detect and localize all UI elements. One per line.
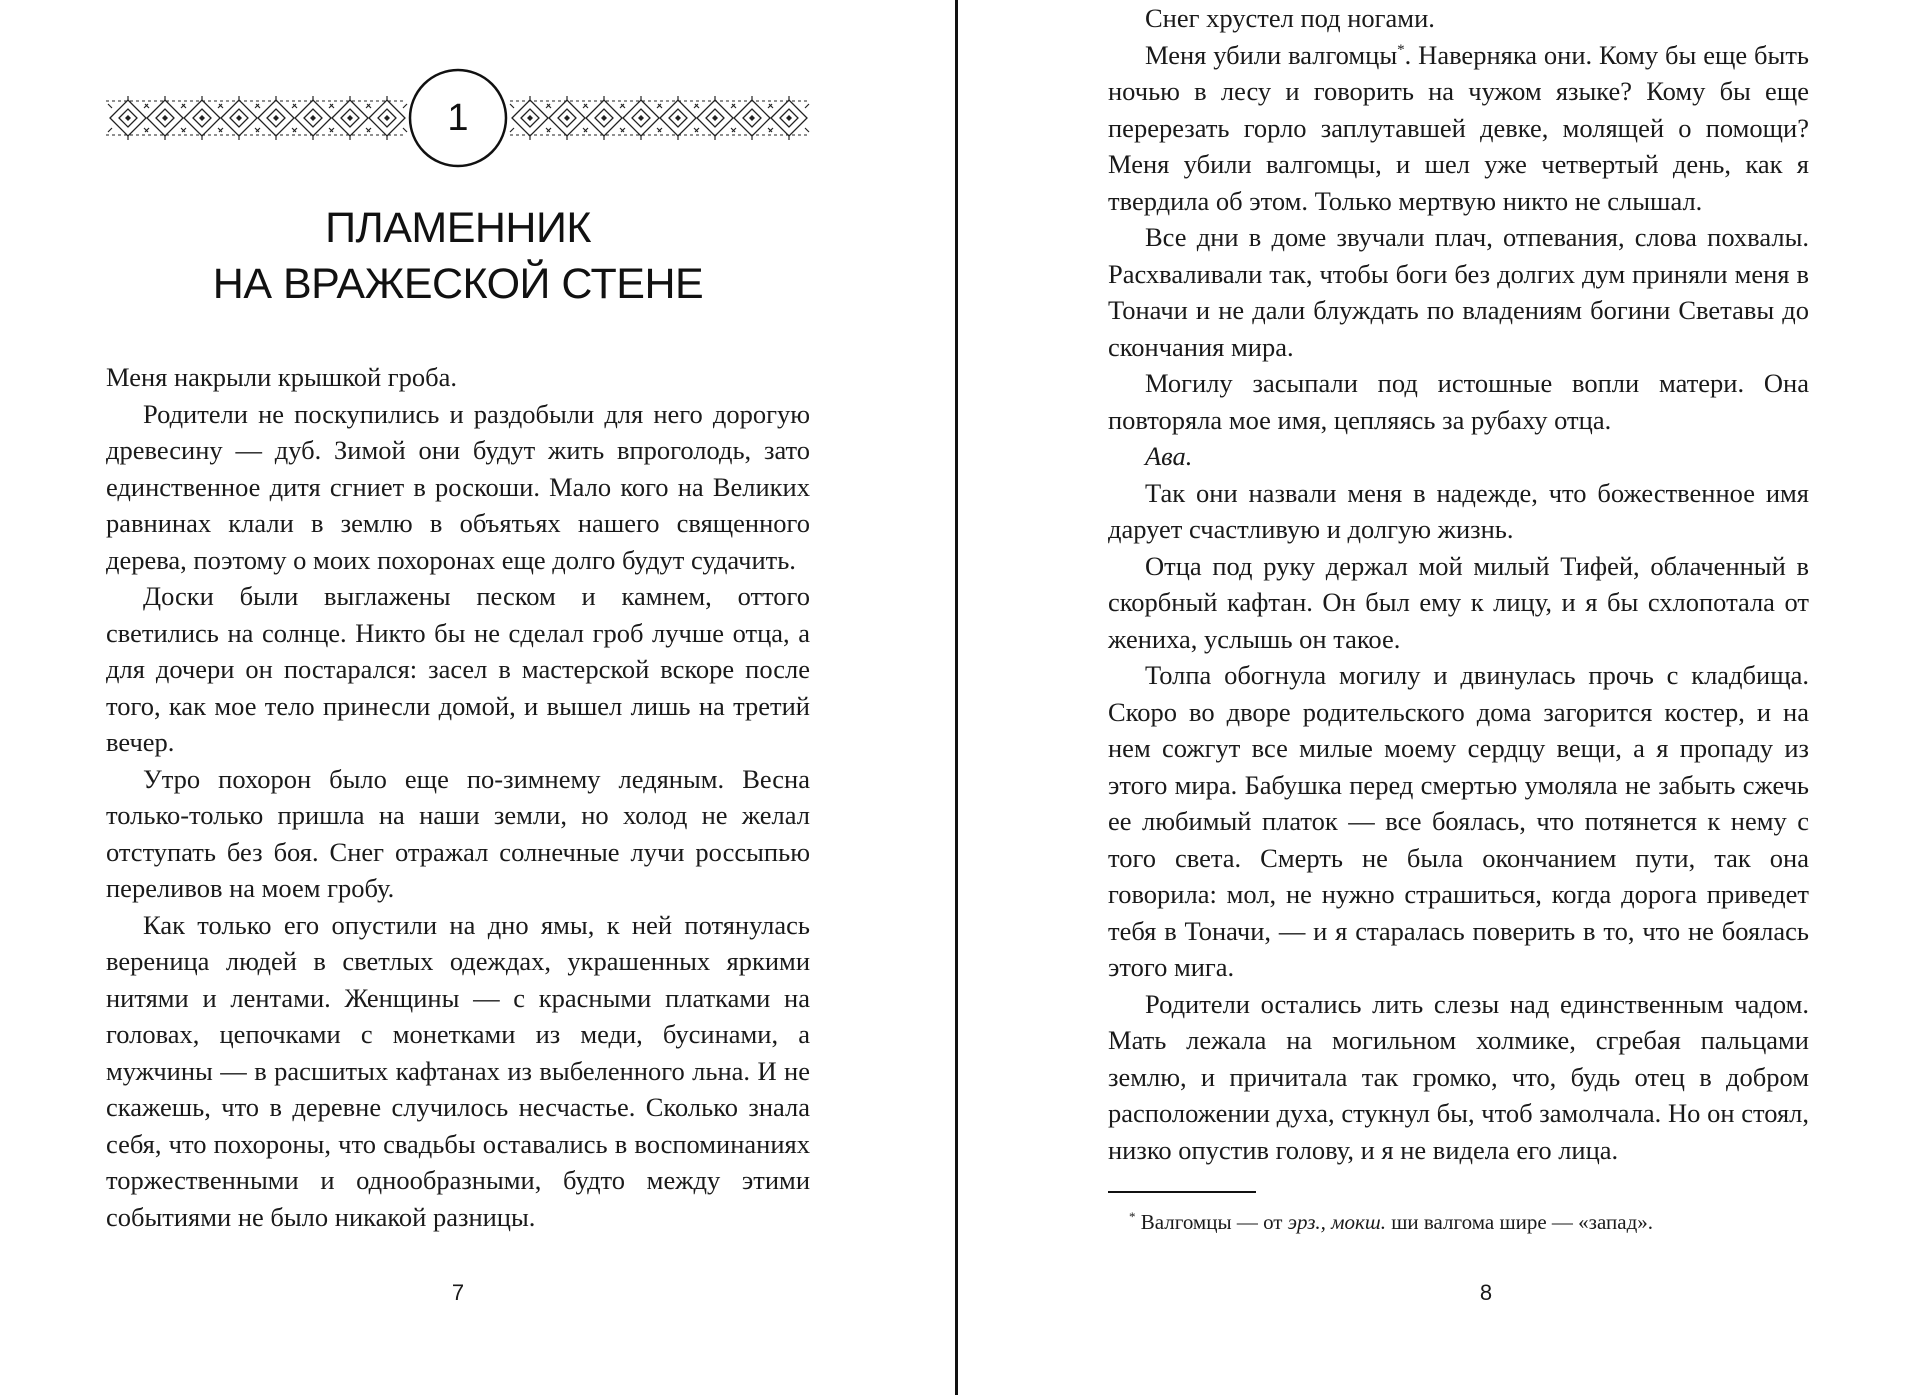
chapter-number: 1 (447, 97, 469, 139)
footnote-mark: * (1129, 1209, 1136, 1224)
paragraph: Толпа обогнула могилу и двинулась прочь с кладбища. Скоро во дворе родительского дома загорится костер, и на нем сожгут все милые моему сердцу вещи, а я пропаду из этого мира. Бабушка перед смертью умоляла не забыть сжечь ее любимый платок — все боялась, что потянется к нему с того света. Смерть не была окончанием пути, так она говорила: мол, не нужно страшиться, когда дорога приведет тебя в Тоначи, — и я старалась поверить в то, что не боялась этого мига. (1108, 660, 1809, 982)
chapter-title-line-1: ПЛАМЕННИК (325, 204, 591, 252)
chapter-title (106, 200, 810, 312)
right-page-body (1108, 0, 1809, 1168)
footnote-reference-mark: * (1397, 41, 1405, 58)
paragraph: Так они назвали меня в надежде, что божественное имя дарует счастливую и долгую жизнь. (1108, 477, 1809, 544)
paragraph (1108, 438, 1809, 475)
paragraph: Снег хрустел под ногами. (1145, 3, 1435, 33)
paragraph-text: . Наверняка они. Кому бы еще быть ночью в лесу и говорить на чужом языке? Кому бы еще перерезать горло заплутавшей девке, молящей о помощи? Меня убили валгомцы, и шел уже четвертый день, как я твердила об этом. Только мертвую никто не слышал. (1108, 39, 1809, 216)
left-page (0, 0, 955, 1395)
footnote-text: Валгомцы — от (1135, 1210, 1288, 1234)
right-page (958, 0, 1920, 1395)
page-number-right: 8 (1479, 1280, 1493, 1305)
paragraph: Доски были выглажены песком и камнем, оттого светились на солнце. Никто бы не сделал гроб лучше отца, а для дочери он постарался: засел в мастерской вскоре после того, как мое тело принесли домой, и вышел лишь на третий вечер. (106, 581, 810, 757)
footnote-divider (1108, 1191, 1256, 1193)
footnote-text-end: ши валгома шире — «запад». (1386, 1210, 1654, 1234)
footnote-italic: эрз., мокш. (1287, 1210, 1386, 1234)
page-number-left: 7 (451, 1280, 465, 1305)
paragraph-text: Меня убили валгомцы (1145, 39, 1398, 70)
italic-name: Ава. (1145, 441, 1193, 471)
paragraph: Утро похорон было еще по-зимнему ледяным. Весна только-только пришла на наши земли, но холод не желал отступать без боя. Снег отражал солнечные лучи россыпью переливов на моем гробу. (106, 763, 810, 903)
paragraph: Все дни в доме звучали плач, отпевания, слова похвалы. Расхваливали так, чтобы боги без долгих дум приняли меня в Тоначи и не дали блуждать по владениям богини Светавы до скончания мира. (1108, 222, 1809, 362)
paragraph (1108, 37, 1809, 220)
paragraph: Родители не поскупились и раздобыли для него дорогую древесину — дуб. Зимой они будут жить впроголодь, зато единственное дитя сгниет в роскоши. Мало кого на Великих равнинах клали в землю в объятьях нашего священного дерева, поэтому о моих похоронах еще долго будут судачить. (106, 398, 810, 575)
paragraph: Меня накрыли крышкой гроба. (106, 362, 458, 392)
left-page-body (106, 359, 810, 1235)
paragraph: Отца под руку держал мой милый Тифей, облаченный в скорбный кафтан. Он был ему к лицу, и я бы схлопотала от жениха, услышь он такое. (1108, 550, 1809, 654)
paragraph: Родители остались лить слезы над единственным чадом. Мать лежала на могильном холмике, сгребая пальцами землю, и причитала так громко, что, будь отец в добром расположении духа, стукнул бы, чтоб замолчала. Но он стоял, низко опустив голову, и я не видела его лица. (1108, 988, 1809, 1165)
chapter-title-line-2: НА ВРАЖЕСКОЙ СТЕНЕ (212, 260, 704, 308)
paragraph: Как только его опустили на дно ямы, к ней потянулась вереница людей в светлых одеждах, украшенных яркими нитями и лентами. Женщины — с красными платками на головах, цепочками с монетками из меди, бусинами, а мужчины — в расшитых кафтанах из выбеленного льна. И не скажешь, что в деревне случилось несчастье. Сколько знала себя, что похороны, что свадьбы оставались в воспоминаниях торжественными и однообразными, будто между этими событиями не было никакой разницы. (106, 909, 810, 1232)
paragraph: Могилу засыпали под истошные вопли матери. Она повторяла мое имя, цепляясь за рубаху отца. (1108, 368, 1809, 435)
footnote (1108, 1202, 1809, 1237)
